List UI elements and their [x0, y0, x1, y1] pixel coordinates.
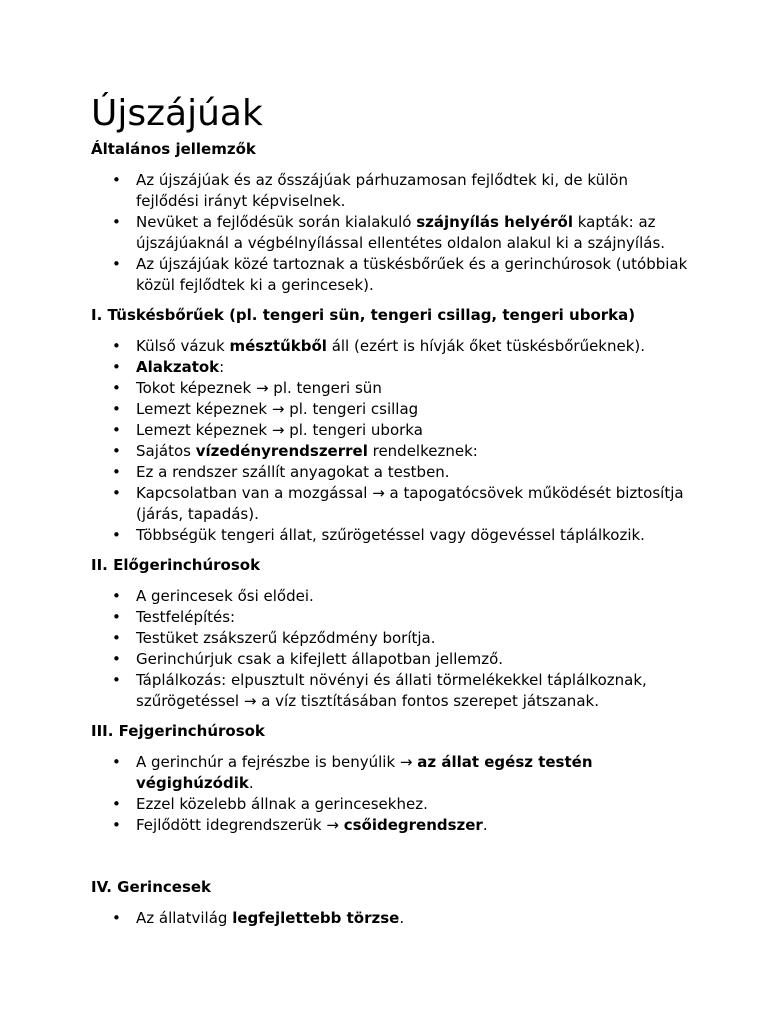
bold-term: vízedényrendszerrel [195, 442, 368, 460]
bold-term: legfejlettebb törzse [232, 909, 400, 927]
item-text: . [248, 774, 254, 792]
section-heading-echinoderms: I. Tüskésbőrűek (pl. tengeri sün, tengeri csillag, tengeri uborka) [91, 306, 636, 324]
list-item [91, 525, 691, 546]
bold-term: az állat egész testén végighúzódik [136, 753, 593, 792]
list-item [91, 170, 691, 212]
item-text: Fejlődött idegrendszerük → [136, 816, 344, 834]
list-item [91, 212, 691, 254]
section-list-urochordates [91, 586, 691, 712]
section-list-cephalochordates [91, 752, 691, 836]
list-item [91, 794, 691, 815]
list-item [91, 752, 691, 794]
list-item [91, 586, 691, 607]
list-item [91, 628, 691, 649]
list-item [91, 441, 691, 462]
section-heading-urochordates: II. Előgerinchúrosok [91, 556, 261, 574]
section-list-vertebrates [91, 908, 691, 929]
section-list-general [91, 170, 691, 296]
bold-term: szájnyílás helyéről [416, 213, 573, 231]
page-title: Újszájúak [91, 93, 263, 134]
item-text: áll (ezért is hívják őket tüskésbőrűeknek). [326, 337, 646, 355]
item-text: Gerinchúrjuk csak a kifejlett állapotban jellemző. [136, 650, 504, 668]
list-item [91, 462, 691, 483]
section-list-echinoderms [91, 336, 691, 546]
list-item [91, 399, 691, 420]
item-text: Külső vázuk [136, 337, 230, 355]
list-item [91, 649, 691, 670]
section-heading-vertebrates: IV. Gerincesek [91, 878, 212, 896]
bold-term: csőidegrendszer [343, 816, 483, 834]
list-item [91, 670, 691, 712]
item-text: Lemezt képeznek → pl. tengeri uborka [136, 421, 423, 439]
section-heading-general: Általános jellemzők [91, 140, 256, 158]
list-item [91, 336, 691, 357]
item-text: Az újszájúak és az ősszájúak párhuzamosan fejlődtek ki, de külön fejlődési irányt képviselnek. [136, 171, 628, 210]
item-text: A gerinchúr a fejrészbe is benyúlik → [136, 753, 418, 771]
item-text: Az újszájúak közé tartoznak a tüskésbőrűek és a gerinchúrosok (utóbbiak közül fejlődtek ki a gerincesek). [136, 255, 688, 294]
list-item [91, 420, 691, 441]
item-text: . [482, 816, 488, 834]
item-text: Ez a rendszer szállít anyagokat a testben. [136, 463, 450, 481]
list-item [91, 908, 691, 929]
list-item [91, 254, 691, 296]
item-text: kapták: az újszájúaknál a végbélnyílással ellentétes oldalon alakul ki a szájnyílás. [136, 213, 666, 252]
item-text: Kapcsolatban van a mozgással → a tapogatócsövek működését biztosítja (járás, tapadás). [136, 484, 684, 523]
item-text: rendelkeznek: [367, 442, 478, 460]
item-text: Többségük tengeri állat, szűrögetéssel vagy dögevéssel táplálkozik. [136, 526, 645, 544]
item-text: Táplálkozás: elpusztult növényi és állati törmelékekkel táplálkoznak, szűrögetéssel → a víz tisztításában fontos szerepet játszanak. [136, 671, 647, 710]
item-text: Nevüket a fejlődésük során kialakuló [136, 213, 417, 231]
item-text: Ezzel közelebb állnak a gerincesekhez. [136, 795, 428, 813]
item-text: . [399, 909, 405, 927]
item-text: Lemezt képeznek → pl. tengeri csillag [136, 400, 419, 418]
item-text: Sajátos [136, 442, 196, 460]
item-text: A gerincesek ősi elődei. [136, 587, 314, 605]
item-text: Az állatvilág [136, 909, 233, 927]
section-heading-cephalochordates: III. Fejgerinchúrosok [91, 722, 265, 740]
list-item [91, 607, 691, 628]
item-text: Testfelépítés: [136, 608, 236, 626]
item-text: Testüket zsákszerű képződmény borítja. [136, 629, 436, 647]
list-item [91, 815, 691, 836]
list-item [91, 483, 691, 525]
bold-term: mésztűkből [229, 337, 327, 355]
list-item [91, 357, 691, 378]
list-item [91, 378, 691, 399]
item-text: : [219, 358, 225, 376]
bold-term: Alakzatok [136, 358, 220, 376]
item-text: Tokot képeznek → pl. tengeri sün [136, 379, 382, 397]
